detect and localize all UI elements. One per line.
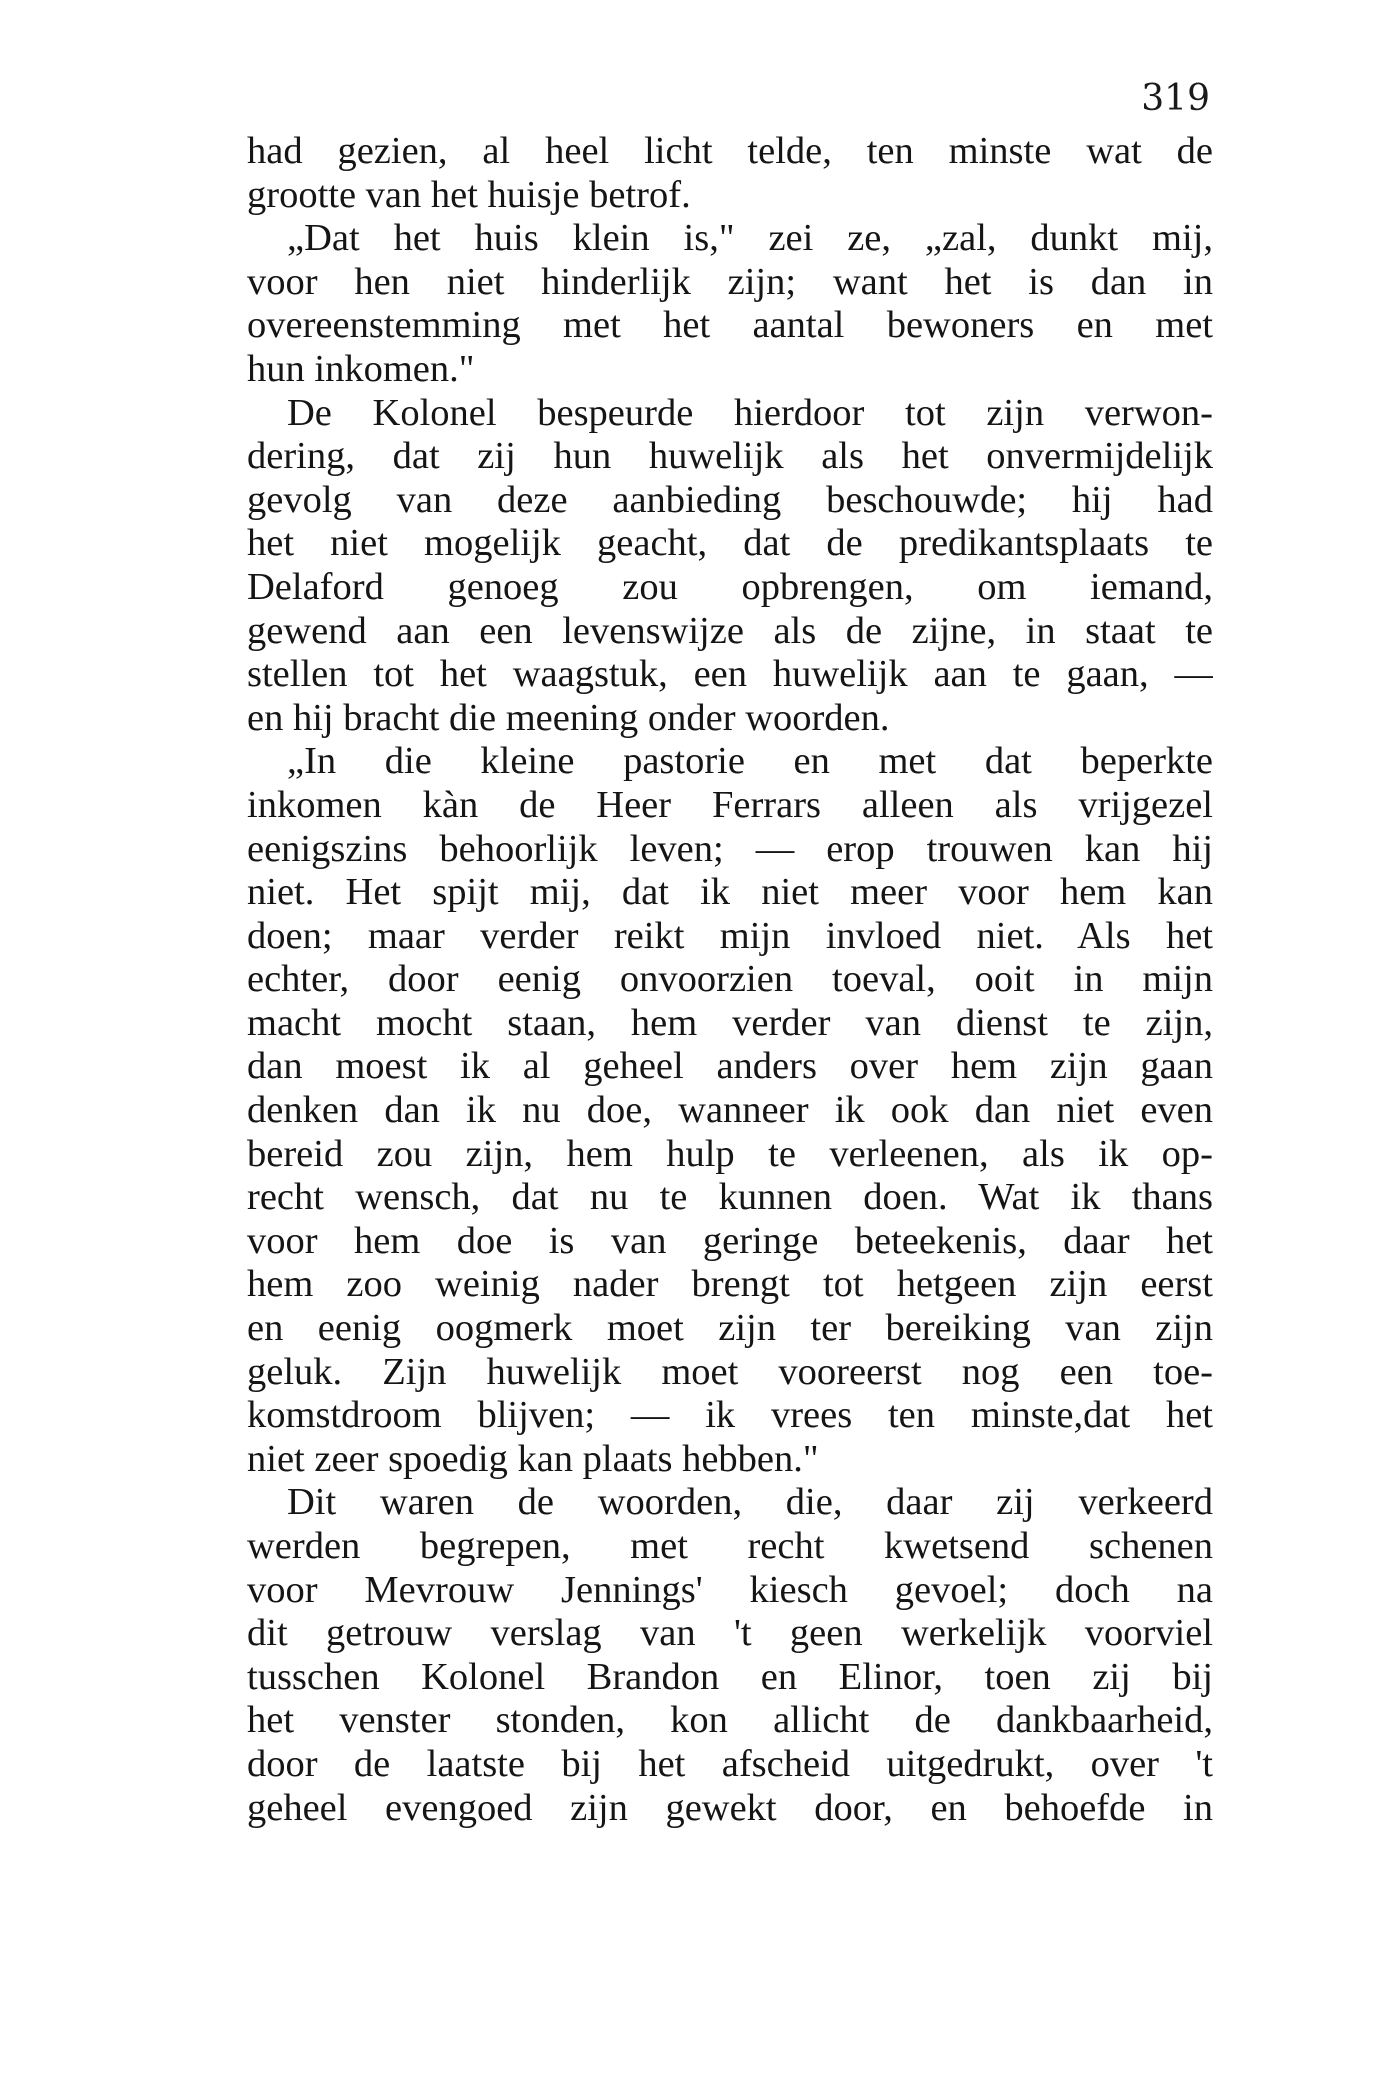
text-line: werden begrepen, met recht kwetsend schenen bbox=[247, 1525, 1213, 1567]
text-line: het niet mogelijk geacht, dat de predikantsplaats te bbox=[247, 522, 1213, 565]
text-line: eenigszins behoorlijk leven; — erop trouwen kan hij bbox=[247, 827, 1213, 870]
text-line: niet zeer spoedig kan plaats hebben." bbox=[247, 1437, 819, 1480]
text-line: had gezien, al heel licht telde, ten minste wat de bbox=[247, 130, 1213, 172]
text-line: Dit waren de woorden, die, daar zij verkeerd bbox=[287, 1481, 1213, 1524]
text-line: macht mocht staan, hem verder van dienst te zijn, bbox=[247, 1001, 1213, 1044]
text-line: voor Mevrouw Jennings' kiesch gevoel; doch na bbox=[247, 1568, 1213, 1611]
text-line: niet. Het spijt mij, dat ik niet meer voor hem kan bbox=[247, 871, 1213, 914]
text-line: hem zoo weinig nader brengt tot hetgeen zijn eerst bbox=[247, 1263, 1213, 1306]
text-line: doen; maar verder reikt mijn invloed niet. Als het bbox=[247, 914, 1213, 957]
text-line: geheel evengoed zijn gewekt door, en behoefde in bbox=[247, 1786, 1213, 1829]
text-line: gewend aan een levenswijze als de zijne, in staat te bbox=[247, 609, 1213, 652]
text-line: het venster stonden, kon allicht de dankbaarheid, bbox=[247, 1699, 1213, 1742]
text-line: komstdroom blijven; — ik vrees ten minste,dat het bbox=[247, 1394, 1213, 1437]
text-line: denken dan ik nu doe, wanneer ik ook dan niet even bbox=[247, 1089, 1213, 1132]
text-line: dit getrouw verslag van 't geen werkelijk voorviel bbox=[247, 1612, 1213, 1655]
text-line: tusschen Kolonel Brandon en Elinor, toen zij bij bbox=[247, 1655, 1213, 1698]
text-line: overeenstemming met het aantal bewoners en met bbox=[247, 304, 1213, 347]
text-line: inkomen kàn de Heer Ferrars alleen als vrijgezel bbox=[247, 783, 1213, 826]
text-line: hun inkomen." bbox=[247, 347, 475, 390]
text-line: geluk. Zijn huwelijk moet vooreerst nog een toe- bbox=[247, 1350, 1213, 1393]
text-line: „Dat het huis klein is," zei ze, „zal, dunkt mij, bbox=[287, 217, 1213, 260]
text-line: dan moest ik al geheel anders over hem zijn gaan bbox=[247, 1045, 1213, 1088]
text-line: grootte van het huisje betrof. bbox=[247, 173, 691, 216]
text-line: De Kolonel bespeurde hierdoor tot zijn verwon- bbox=[287, 391, 1213, 434]
page-number: 319 bbox=[1141, 78, 1210, 119]
text-line: voor hem doe is van geringe beteekenis, daar het bbox=[247, 1219, 1213, 1262]
text-line: Delaford genoeg zou opbrengen, om iemand, bbox=[247, 565, 1213, 608]
text-line: en eenig oogmerk moet zijn ter bereiking van zijn bbox=[247, 1307, 1213, 1350]
text-line: voor hen niet hinderlijk zijn; want het is dan in bbox=[247, 260, 1213, 303]
text-line: door de laatste bij het afscheid uitgedrukt, over 't bbox=[247, 1742, 1213, 1785]
body-text bbox=[247, 130, 1213, 1830]
text-line: „In die kleine pastorie en met dat beperkte bbox=[287, 740, 1213, 783]
text-line: echter, door eenig onvoorzien toeval, ooit in mijn bbox=[247, 958, 1213, 1001]
text-line: bereid zou zijn, hem hulp te verleenen, als ik op- bbox=[247, 1132, 1213, 1175]
text-line: stellen tot het waagstuk, een huwelijk aan te gaan, — bbox=[247, 653, 1213, 696]
text-line: dering, dat zij hun huwelijk als het onvermijdelijk bbox=[247, 435, 1213, 478]
text-line: en hij bracht die meening onder woorden. bbox=[247, 696, 890, 739]
text-line: recht wensch, dat nu te kunnen doen. Wat ik thans bbox=[247, 1176, 1213, 1219]
text-line: gevolg van deze aanbieding beschouwde; hij had bbox=[247, 478, 1213, 521]
